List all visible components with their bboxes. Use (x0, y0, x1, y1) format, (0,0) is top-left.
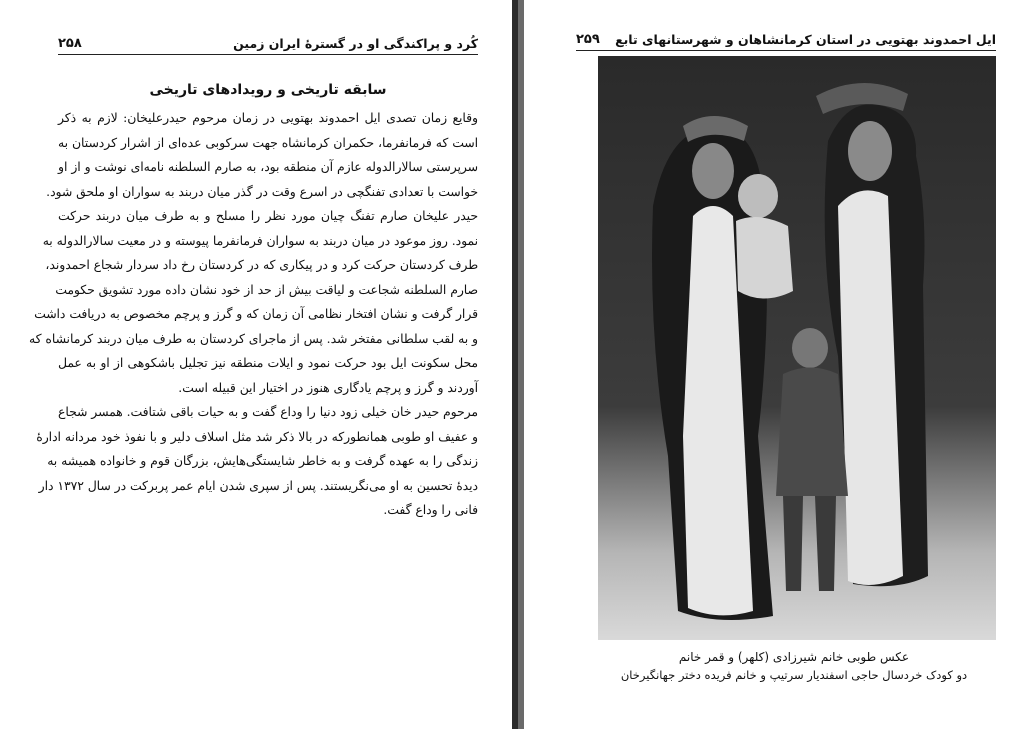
text-line: است که فرمانفرما، حکمران کرمانشاه جهت سرکوبی عده‌ای از اشرار کردستان به (58, 135, 478, 150)
text-line: و عفیف او طوبی همانطورکه در بالا ذکر شد مثل اسلاف دلیر و با نفوذ خود مردانه ادارهٔ (36, 429, 478, 444)
text-line: وقایع زمان تصدی ایل احمدوند بهتویی در زمان مرحوم حیدرعلیخان: لازم به ذکر (58, 111, 478, 125)
text-line: قرار گرفت و نشان افتخار نظامی آن زمان که و گرز و پرچم مخصوص به دریافت داشت (34, 307, 478, 321)
text-line: محل سکونت ایل بود حرکت نمود و ایلات منطقه نیز تجلیل باشکوهی از او به عمل (58, 356, 478, 370)
child-head (792, 328, 828, 368)
text-line: مرحوم حیدر خان خیلی زود دنیا را وداع گفت و به حیات باقی شتافت. همسر شجاع (58, 405, 478, 419)
text-line: آوردند و گرز و پرچم یادگاری هنوز در اختیار این قبیله است. (178, 380, 478, 395)
running-header-left (58, 36, 478, 55)
page-number: ۲۵۸ (58, 36, 82, 51)
right-page (524, 0, 1024, 729)
running-title: ایل احمدوند بهتویی در استان کرمانشاهان و شهرستانهای تابع (615, 32, 996, 47)
text-line: سرپرستی سالارالدوله عازم آن منطقه بود، به صارم السلطنه نامه‌ای نوشت و از او (58, 160, 478, 174)
text-line: و به لقب سلطانی مفتخر شد. پس از ماجرای کردستان به طرف میان دربند کرمانشاه که (29, 331, 478, 346)
child-legs (783, 496, 836, 591)
text-line: زندگی را به عهده گرفت و به خاطر شایستگی‌هایش، بزرگان قوم و خانواده همیشه به (47, 454, 478, 468)
text-line: صارم السلطنه شجاعت و لیاقت بیش از حد از خود نشان داده مورد تشویق حکومت (55, 282, 478, 297)
caption-line-1: عکس طوبی خانم شیرزادی (کلهر) و قمر خانم (678, 650, 910, 664)
page-number: ۲۵۹ (576, 32, 600, 47)
historical-photo (598, 56, 996, 640)
book-gutter (512, 0, 524, 729)
text-line: طرف کردستان حرکت کرد و در پیکاری که در کردستان رخ داد سردار شجاع احمدوند، (45, 258, 478, 272)
running-title: کُرد و پراکندگی او در گسترهٔ ایران زمین (233, 36, 478, 51)
body-text (29, 106, 478, 523)
text-line: فانی را وداع گفت. (383, 503, 478, 517)
figure-right-face (848, 121, 892, 181)
photo-caption (584, 648, 1004, 684)
text-line: نمود. روز موعود در میان دربند به سواران فرمانفرما پیوسته و در معیت سالارالدوله به (42, 233, 478, 248)
baby-head (738, 174, 778, 218)
text-line: خواست با تعدادی تفنگچی در اسرع وقت در گذر میان دربند به سواران او ملحق شود. (46, 184, 478, 199)
child-jacket (776, 368, 848, 497)
figure-left-face (692, 143, 734, 199)
caption-line-2: دو کودک خردسال حاجی اسفندیار سرتیپ و خانم فریده دختر جهانگیرخان (620, 668, 968, 682)
photo-figures (598, 56, 996, 640)
running-header-right (576, 32, 996, 51)
baby-body (736, 217, 793, 299)
text-line: دیدهٔ تحسین به او می‌نگریستند. پس از سپری شدن ایام عمر پربرکت در سال ۱۳۷۲ دار (38, 478, 478, 493)
section-title: سابقه تاریخی و رویدادهای تاریخی (149, 82, 387, 98)
text-line: حیدر علیخان صارم تفنگ چیان مورد نظر را مسلح و به طرف میان دربند حرکت (58, 209, 478, 223)
